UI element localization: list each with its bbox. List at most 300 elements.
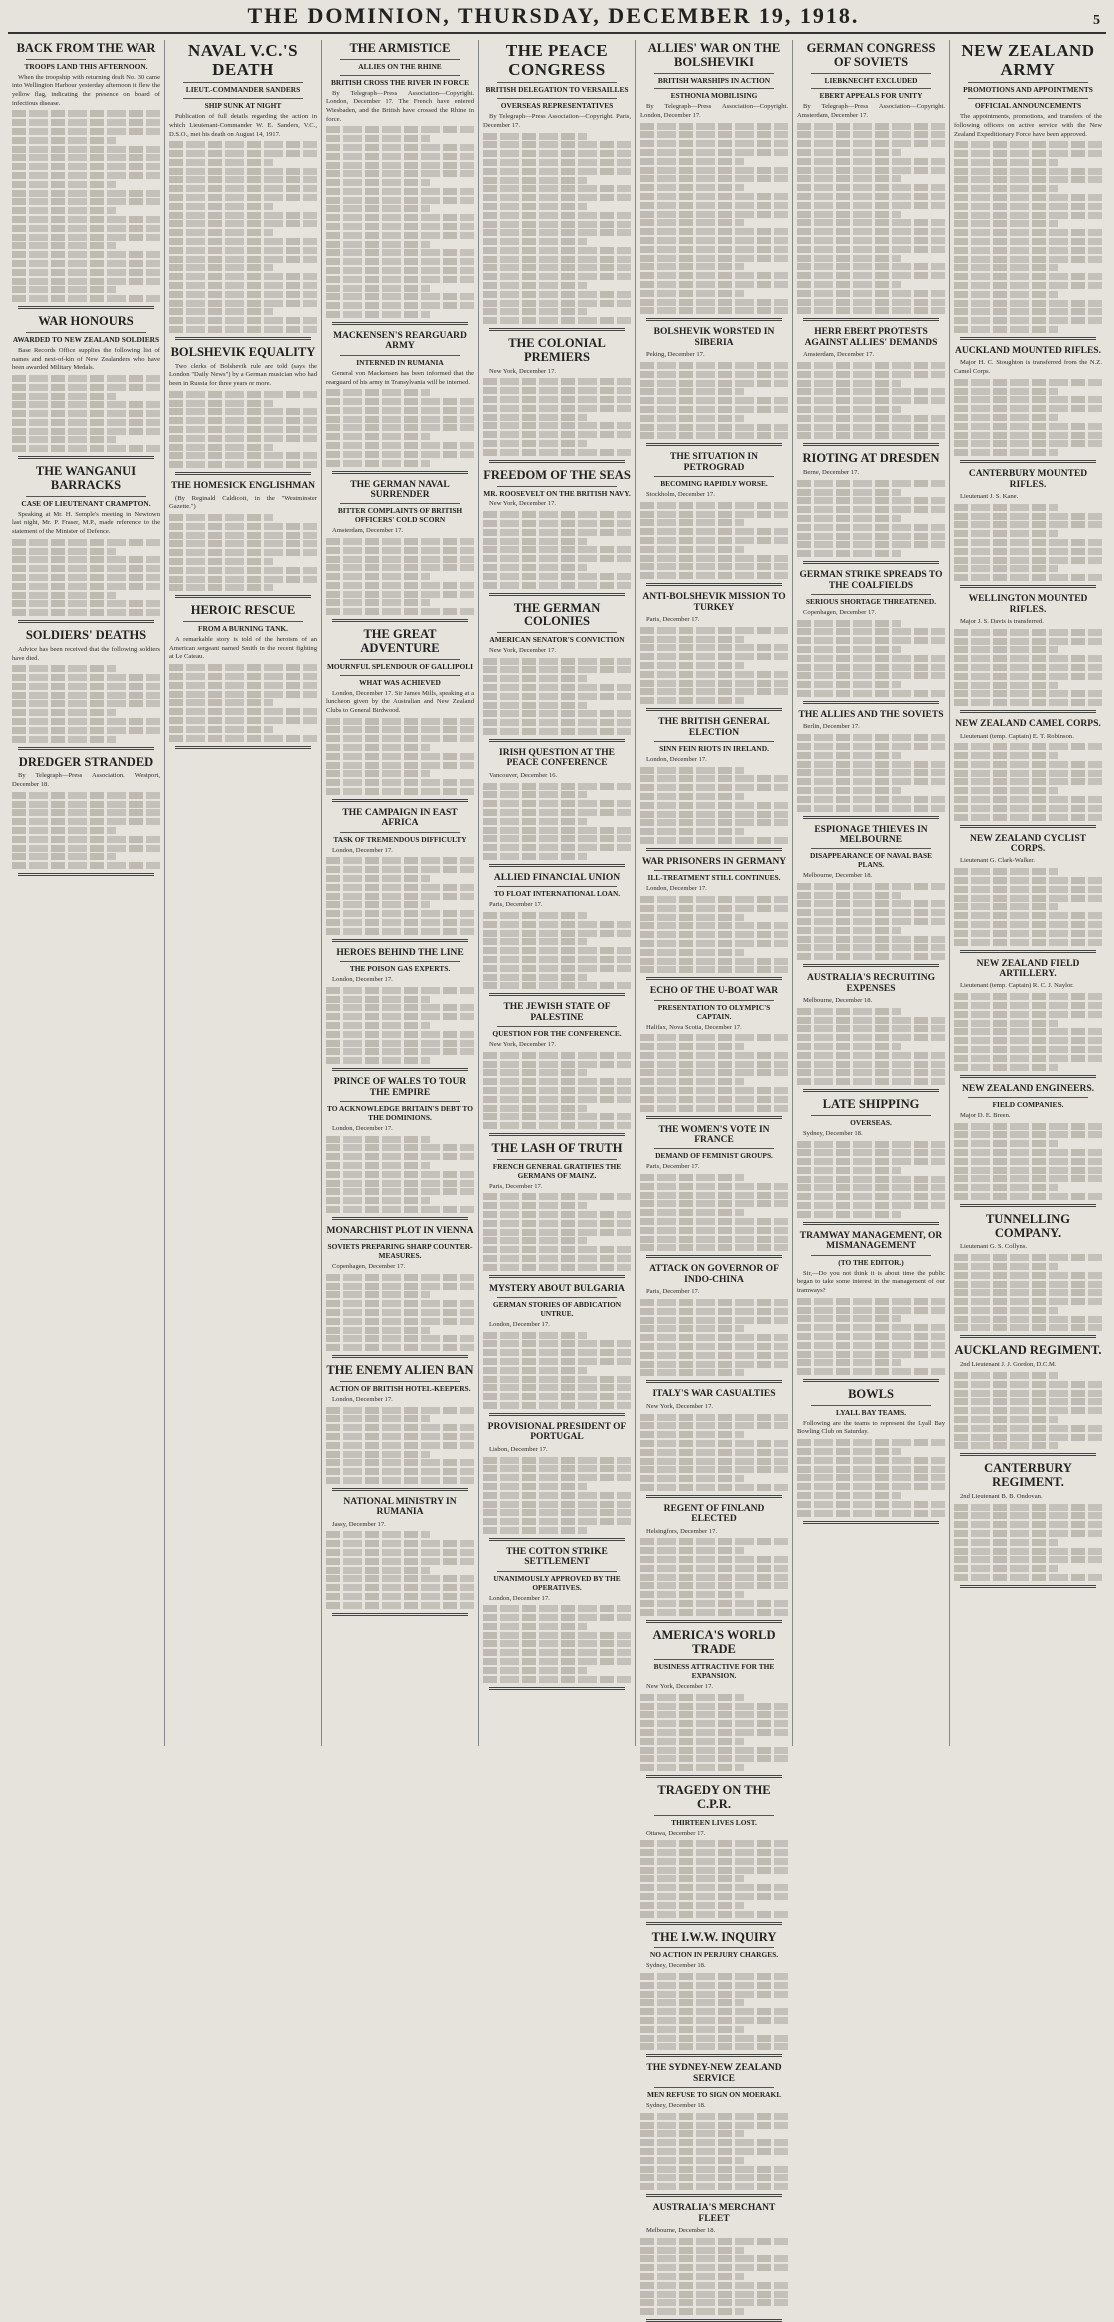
illegible-text-line xyxy=(326,1057,430,1064)
illegible-text-line xyxy=(954,1184,1058,1191)
illegible-text-line xyxy=(640,511,788,518)
illegible-text-line xyxy=(483,177,587,184)
illegible-text-line xyxy=(640,1556,788,1563)
article-subheading: ALLIES ON THE RHINE xyxy=(358,61,442,71)
illegible-text-line xyxy=(326,1031,474,1038)
illegible-text-line xyxy=(954,565,1058,572)
illegible-text-line xyxy=(954,1140,1058,1147)
article xyxy=(640,1629,788,1778)
headline-rule xyxy=(183,621,303,622)
illegible-text-line xyxy=(483,1465,631,1472)
illegible-text-line xyxy=(483,1518,631,1525)
headline-rule xyxy=(654,2087,774,2088)
headline-rule xyxy=(811,1405,931,1406)
article-body: By Telegraph—Press Association. Westport, December 18. xyxy=(12,772,160,789)
article-headline: NAVAL V.C.'S DEATH xyxy=(187,41,299,79)
article xyxy=(483,1422,631,1541)
illegible-text-line xyxy=(326,302,474,309)
article-divider xyxy=(18,306,154,309)
illegible-text-line xyxy=(797,202,945,209)
illegible-text-line xyxy=(954,1037,1102,1044)
article xyxy=(326,1497,474,1616)
illegible-text-line xyxy=(797,123,945,130)
illegible-text-line xyxy=(797,734,945,741)
page-number: 5 xyxy=(1093,13,1100,28)
illegible-text-line xyxy=(797,787,901,794)
illegible-text-line xyxy=(12,110,160,117)
illegible-text-line xyxy=(797,299,945,306)
news-column-6 xyxy=(793,40,950,1746)
illegible-text-line xyxy=(483,555,631,562)
illegible-text-line xyxy=(326,407,474,414)
illegible-text-line xyxy=(640,1600,788,1607)
article-divider xyxy=(646,1775,782,1778)
article xyxy=(483,469,631,596)
illegible-text-line xyxy=(954,168,1102,175)
illegible-text-line xyxy=(483,564,587,571)
illegible-text-line xyxy=(483,520,631,527)
illegible-text-line xyxy=(954,194,1102,201)
illegible-text-line xyxy=(483,511,631,518)
article-subheading: MR. ROOSEVELT ON THE BRITISH NAVY. xyxy=(483,488,631,498)
illegible-text-line xyxy=(797,1448,901,1455)
illegible-text-line xyxy=(640,149,788,156)
illegible-text-line xyxy=(326,1468,474,1475)
headline-rule xyxy=(654,1659,774,1660)
illegible-text-line xyxy=(797,211,901,218)
article-headline: TUNNELLING COMPANY. xyxy=(985,1211,1071,1240)
article-divider xyxy=(803,1222,939,1225)
illegible-text-line xyxy=(640,2026,744,2033)
article-body: The appointments, promotions, and transfers of the following officers on active service with the New Zealand Expeditionary Force have been approved. xyxy=(954,113,1102,138)
illegible-text-line xyxy=(12,295,160,302)
article-subheading: BECOMING RAPIDLY WORSE. xyxy=(660,479,768,489)
article-divider xyxy=(646,977,782,980)
illegible-text-line xyxy=(483,440,587,447)
illegible-text-line xyxy=(797,796,945,803)
illegible-text-line xyxy=(640,1192,788,1199)
illegible-text-line xyxy=(954,752,1058,759)
article-headline: GERMAN CONGRESS OF SOVIETS xyxy=(806,41,936,69)
article-body: New York, December 17. xyxy=(489,646,557,654)
article-divider xyxy=(489,1413,625,1416)
illegible-text-line xyxy=(169,435,317,442)
illegible-text-line xyxy=(483,684,631,691)
illegible-text-line xyxy=(954,432,1102,439)
illegible-text-line xyxy=(326,1048,474,1055)
illegible-text-line xyxy=(797,290,945,297)
illegible-text-line xyxy=(640,688,788,695)
article-subheading: CASE OF LIEUTENANT CRAMPTON. xyxy=(21,498,151,508)
article xyxy=(326,948,474,1071)
article-headline: HEROIC RESCUE xyxy=(190,603,296,618)
illegible-text-line xyxy=(326,1344,474,1351)
article xyxy=(483,1547,631,1690)
illegible-text-line xyxy=(326,1558,474,1565)
article-headline: THE COLONIAL PREMIERS xyxy=(508,336,606,365)
illegible-text-line xyxy=(483,1078,631,1085)
illegible-text-line xyxy=(12,198,160,205)
illegible-text-line xyxy=(954,761,1102,768)
illegible-text-line xyxy=(797,1457,945,1464)
article xyxy=(640,1264,788,1383)
illegible-text-line xyxy=(326,179,430,186)
illegible-text-line xyxy=(640,819,788,826)
illegible-text-line xyxy=(797,1359,901,1366)
illegible-text-line xyxy=(797,1017,945,1024)
article xyxy=(954,346,1102,463)
illegible-text-line xyxy=(640,828,744,835)
article-headline: AUCKLAND MOUNTED RIFLES. xyxy=(955,345,1101,356)
illegible-text-line xyxy=(483,853,587,860)
illegible-text-line xyxy=(954,921,1102,928)
illegible-text-line xyxy=(954,939,1102,946)
illegible-text-line xyxy=(483,818,587,825)
illegible-text-line xyxy=(326,996,430,1003)
article-divider xyxy=(332,1488,468,1491)
article-headline: THE SYDNEY-NEW ZEALAND SERVICE xyxy=(646,2063,782,2084)
illegible-text-line xyxy=(326,857,474,864)
illegible-text-line xyxy=(169,212,317,219)
illegible-text-line xyxy=(954,1574,1102,1581)
illegible-text-line xyxy=(640,397,788,404)
article-headline: TRAMWAY MANAGEMENT, OR MISMANAGEMENT xyxy=(799,1230,943,1252)
article-body: Major J. S. Davis is transferred. xyxy=(960,618,1044,626)
illegible-text-line xyxy=(12,216,160,223)
illegible-text-line xyxy=(640,1582,788,1589)
illegible-text-line xyxy=(640,1369,744,1376)
article-body: Speaking at Mr. H. Semple's meeting in Newtown last night, Mr. P. Fraser, M.P., made reference to the statement of the Minister of Defence. xyxy=(12,510,160,536)
article-body: London, December 17. xyxy=(489,1594,550,1602)
article-body: Lieutenant J. S. Kane. xyxy=(960,493,1019,501)
article-body: London, December 17. xyxy=(646,755,707,763)
illegible-text-line xyxy=(483,247,631,254)
illegible-text-line xyxy=(954,326,1058,333)
illegible-text-line xyxy=(169,220,317,227)
illegible-text-line xyxy=(640,546,744,553)
illegible-text-line xyxy=(954,574,1102,581)
article xyxy=(640,857,788,980)
illegible-text-line xyxy=(483,1358,631,1365)
illegible-text-line xyxy=(12,146,160,153)
illegible-text-line xyxy=(12,384,160,391)
article xyxy=(12,315,160,459)
article-subheading: BITTER COMPLAINTS OF BRITISH OFFICERS' COLD SCORN xyxy=(337,506,463,525)
illegible-text-line xyxy=(12,234,160,241)
article-subheading: ILL-TREATMENT STILL CONTINUES. xyxy=(647,873,781,883)
illegible-text-line xyxy=(483,1069,587,1076)
illegible-text-line xyxy=(483,1474,631,1481)
illegible-text-line xyxy=(169,735,317,742)
illegible-text-line xyxy=(954,1504,1102,1511)
illegible-text-line xyxy=(640,528,788,535)
article-divider xyxy=(332,1068,468,1071)
illegible-text-line xyxy=(326,1004,474,1011)
article-body: Paris, December 17. xyxy=(646,616,700,624)
illegible-text-line xyxy=(954,993,1102,1000)
article-headline: THE CAMPAIGN IN EAST AFRICA xyxy=(342,808,458,829)
article xyxy=(954,1462,1102,1588)
illegible-text-line xyxy=(640,931,788,938)
article-divider xyxy=(960,825,1096,828)
illegible-text-line xyxy=(326,556,474,563)
illegible-text-line xyxy=(640,572,788,579)
illegible-text-line xyxy=(326,875,430,882)
illegible-text-line xyxy=(326,1335,474,1342)
illegible-text-line xyxy=(483,1193,631,1200)
illegible-text-line xyxy=(640,1183,788,1190)
illegible-text-line xyxy=(483,308,587,315)
illegible-text-line xyxy=(483,378,631,385)
article-headline: MACKENSEN'S REARGUARD ARMY xyxy=(333,331,467,352)
illegible-text-line xyxy=(483,168,631,175)
illegible-text-line xyxy=(640,1484,788,1491)
illegible-text-line xyxy=(640,1440,788,1447)
illegible-text-line xyxy=(326,460,430,467)
article-body: New York, December 17. xyxy=(646,1683,714,1691)
article-body: By Telegraph—Press Association—Copyright. Paris, December 17. xyxy=(483,113,631,129)
illegible-text-line xyxy=(12,592,116,599)
article-body: Melbourne, December 18. xyxy=(803,872,873,880)
article-divider xyxy=(332,471,468,474)
article-divider xyxy=(489,1538,625,1541)
illegible-text-line xyxy=(169,664,317,671)
article-divider xyxy=(803,561,939,564)
article-headline: AUSTRALIA'S MERCHANT FLEET xyxy=(652,2203,776,2224)
illegible-text-line xyxy=(483,938,587,945)
masthead xyxy=(8,4,1106,34)
illegible-text-line xyxy=(326,573,430,580)
illegible-text-line xyxy=(169,256,317,263)
illegible-text-line xyxy=(483,185,631,192)
article-divider xyxy=(489,739,625,742)
headline-rule xyxy=(497,486,617,487)
illegible-text-line xyxy=(169,523,317,530)
headline-rule xyxy=(340,1381,460,1382)
article-divider xyxy=(18,873,154,876)
illegible-text-line xyxy=(640,1308,788,1315)
headline-rule xyxy=(654,1148,774,1149)
illegible-text-line xyxy=(640,388,744,395)
illegible-text-line xyxy=(797,761,945,768)
illegible-text-line xyxy=(640,2282,788,2289)
illegible-text-line xyxy=(483,300,631,307)
illegible-text-line xyxy=(483,1640,631,1647)
article-subheading: QUESTION FOR THE CONFERENCE. xyxy=(492,1029,622,1039)
news-columns xyxy=(8,40,1106,2235)
illegible-text-line xyxy=(954,449,1058,456)
illegible-text-line xyxy=(12,375,160,382)
illegible-text-line xyxy=(326,451,474,458)
illegible-text-line xyxy=(954,150,1102,157)
illegible-text-line xyxy=(483,221,631,228)
illegible-text-line xyxy=(483,141,631,148)
article xyxy=(640,986,788,1118)
article-divider xyxy=(332,322,468,325)
news-column-3 xyxy=(322,40,479,1746)
illegible-text-line xyxy=(954,1398,1102,1405)
illegible-text-line xyxy=(640,2273,744,2280)
illegible-text-line xyxy=(483,947,631,954)
illegible-text-line xyxy=(797,1193,945,1200)
illegible-text-line xyxy=(797,1167,901,1174)
illegible-text-line xyxy=(797,1158,945,1165)
article-headline: THE I.W.W. INQUIRY xyxy=(651,1929,777,1944)
article-headline: REGENT OF FINLAND ELECTED xyxy=(663,1503,765,1525)
illegible-text-line xyxy=(954,629,1102,636)
illegible-text-line xyxy=(326,214,474,221)
illegible-text-line xyxy=(640,1174,744,1181)
illegible-text-line xyxy=(169,185,317,192)
article xyxy=(169,42,317,340)
article-body: (By Reginald Caldicott, in the "Westminster Gazette.") xyxy=(169,494,317,511)
illegible-text-line xyxy=(483,1367,587,1374)
illegible-text-line xyxy=(326,928,474,935)
article-body: London, December 17. xyxy=(646,885,707,893)
illegible-text-line xyxy=(640,1227,788,1234)
article-body: New York, December 17. xyxy=(646,1402,714,1410)
article-headline: DREDGER STRANDED xyxy=(18,754,154,769)
illegible-text-line xyxy=(797,752,901,759)
illegible-text-line xyxy=(12,836,160,843)
illegible-text-line xyxy=(954,895,1102,902)
article-subheading: AMERICAN SENATOR'S CONVICTION xyxy=(489,635,625,645)
illegible-text-line xyxy=(640,2238,788,2245)
illegible-text-line xyxy=(954,1020,1058,1027)
illegible-text-line xyxy=(169,391,317,398)
illegible-text-line xyxy=(12,827,116,834)
article xyxy=(483,873,631,996)
illegible-text-line xyxy=(483,538,587,545)
illegible-text-line xyxy=(12,260,160,267)
headline-rule xyxy=(340,659,460,660)
article-body: London, December 17. xyxy=(332,1124,393,1132)
article-headline: CANTERBURY REGIMENT. xyxy=(984,1461,1072,1490)
illegible-text-line xyxy=(640,432,788,439)
illegible-text-line xyxy=(483,1237,587,1244)
illegible-text-line xyxy=(326,1549,474,1556)
illegible-text-line xyxy=(483,273,631,280)
article-headline: NEW ZEALAND CAMEL CORPS. xyxy=(955,719,1101,730)
illegible-text-line xyxy=(169,282,317,289)
illegible-text-line xyxy=(640,2043,788,2050)
headline-rule xyxy=(183,82,303,83)
article-subheading: BRITISH CROSS THE RIVER IN FORCE xyxy=(330,77,470,87)
illegible-text-line xyxy=(640,281,788,288)
illegible-text-line xyxy=(954,1167,1102,1174)
article-headline: AUSTRALIA'S RECRUITING EXPENSES xyxy=(806,973,935,994)
illegible-text-line xyxy=(326,241,430,248)
article-subheading: PROMOTIONS AND APPOINTMENTS xyxy=(963,85,1093,95)
illegible-text-line xyxy=(640,1858,788,1865)
illegible-text-line xyxy=(483,1676,631,1683)
illegible-text-line xyxy=(954,185,1058,192)
article-divider xyxy=(175,746,311,749)
illegible-text-line xyxy=(169,417,317,424)
headline-rule xyxy=(340,503,460,504)
illegible-text-line xyxy=(483,546,631,553)
illegible-text-line xyxy=(797,1184,945,1191)
article-headline: BOLSHEVIK WORSTED IN SIBERIA xyxy=(653,327,775,348)
illegible-text-line xyxy=(954,229,1102,236)
illegible-text-line xyxy=(483,159,631,166)
article-subheading: BRITISH WARSHIPS IN ACTION xyxy=(657,75,771,85)
article-headline: BOWLS xyxy=(848,1387,894,1402)
illegible-text-line xyxy=(326,1022,430,1029)
illegible-text-line xyxy=(640,2148,788,2155)
illegible-text-line xyxy=(640,1849,788,1856)
illegible-text-line xyxy=(640,263,744,270)
article xyxy=(12,42,160,309)
illegible-text-line xyxy=(640,2174,788,2181)
illegible-text-line xyxy=(640,406,788,413)
article xyxy=(797,1098,945,1225)
illegible-text-line xyxy=(12,410,160,417)
article-headline: THE COTTON STRIKE SETTLEMENT xyxy=(506,1546,608,1568)
illegible-text-line xyxy=(797,681,901,688)
illegible-text-line xyxy=(954,1281,1102,1288)
article xyxy=(954,42,1102,340)
illegible-text-line xyxy=(954,1002,1102,1009)
article-subheading: OVERSEAS REPRESENTATIVES xyxy=(500,101,614,111)
article-subheading: TASK OF TREMENDOUS DIFFICULTY xyxy=(333,834,467,844)
article-subheading: TROOPS LAND THIS AFTERNOON. xyxy=(24,61,148,71)
illegible-text-line xyxy=(326,1575,474,1582)
article-divider xyxy=(175,472,311,475)
article-divider xyxy=(646,708,782,711)
article-subheading: THE POISON GAS EXPERTS. xyxy=(349,964,451,974)
illegible-text-line xyxy=(797,1202,945,1209)
illegible-text-line xyxy=(954,770,1102,777)
illegible-text-line xyxy=(169,576,317,583)
illegible-text-line xyxy=(640,1867,788,1874)
article-headline: LATE SHIPPING xyxy=(822,1097,920,1112)
article-headline: THE JEWISH STATE OF PALESTINE xyxy=(503,1002,611,1023)
article-divider xyxy=(803,964,939,967)
illegible-text-line xyxy=(797,263,945,270)
illegible-text-line xyxy=(797,1176,945,1183)
article-divider xyxy=(646,1620,782,1623)
illegible-text-line xyxy=(640,1991,788,1998)
illegible-text-line xyxy=(954,1289,1102,1296)
illegible-text-line xyxy=(326,893,474,900)
illegible-text-line xyxy=(797,664,945,671)
article xyxy=(326,1226,474,1358)
illegible-text-line xyxy=(640,940,788,947)
article-body: Berne, December 17. xyxy=(803,469,860,477)
illegible-text-line xyxy=(169,708,317,715)
illegible-text-line xyxy=(797,1501,945,1508)
article-headline: THE BRITISH GENERAL ELECTION xyxy=(658,717,770,738)
headline-rule xyxy=(654,1000,774,1001)
illegible-text-line xyxy=(954,247,1102,254)
illegible-text-line xyxy=(640,228,788,235)
article-headline: BACK FROM THE WAR xyxy=(16,41,156,55)
article-headline: THE WANGANUI BARRACKS xyxy=(35,464,137,493)
headline-rule xyxy=(26,59,146,60)
illegible-text-line xyxy=(954,504,1058,511)
article xyxy=(640,42,788,321)
illegible-text-line xyxy=(483,1457,631,1464)
headline-rule xyxy=(654,1815,774,1816)
illegible-text-line xyxy=(954,787,1058,794)
illegible-text-line xyxy=(326,1283,474,1290)
illegible-text-line xyxy=(12,163,160,170)
article-body: Melbourne, December 18. xyxy=(803,997,873,1005)
illegible-text-line xyxy=(12,609,160,616)
illegible-text-line xyxy=(797,140,945,147)
illegible-text-line xyxy=(483,693,631,700)
